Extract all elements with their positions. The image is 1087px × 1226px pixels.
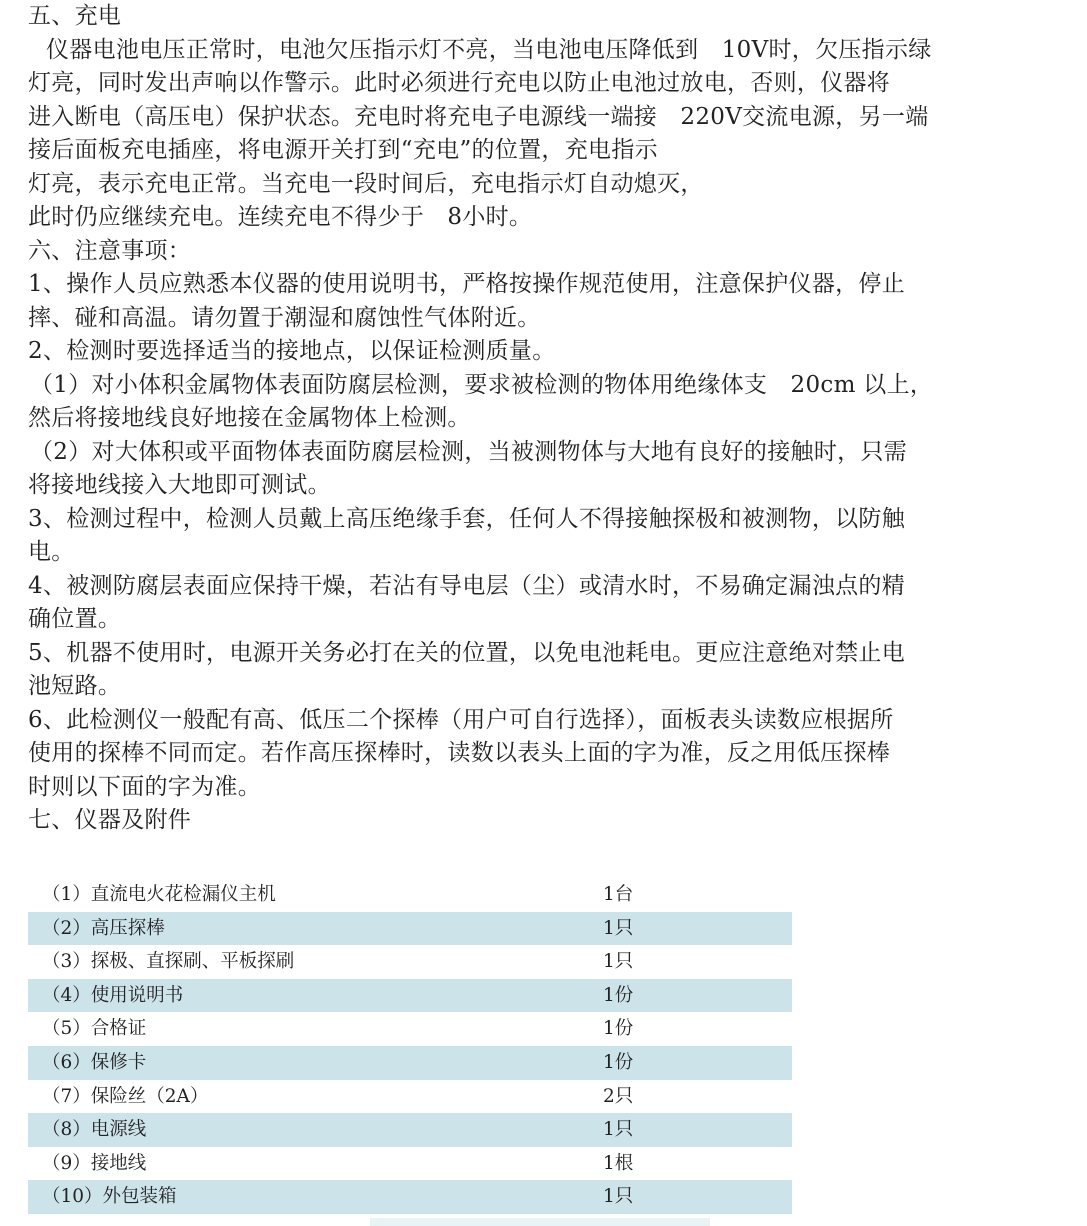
table-row: [28, 1046, 792, 1080]
section-5-line: 接后面板充电插座，将电源开关打到“充电”的位置，充电指示: [28, 137, 658, 163]
item-name: （2）高压探棒: [42, 917, 165, 939]
item-name: （9）接地线: [42, 1152, 147, 1174]
table-row: [28, 1080, 792, 1114]
section-6-line: 时则以下面的字为准。: [28, 773, 261, 800]
section-5-heading: 五、充电: [28, 3, 122, 29]
section-6-line: 5、机器不使用时，电源开关务必打在关的位置，以免电池耗电。更应注意绝对禁止电: [28, 639, 906, 666]
table-row: [28, 912, 792, 946]
item-name: （7）保险丝（2A）: [42, 1085, 209, 1107]
section-7-heading: 七、仪器及附件: [28, 807, 192, 833]
item-qty: 1份: [603, 1051, 634, 1073]
item-qty: 1只: [603, 917, 634, 939]
item-name: （3）探极、直探刷、平板探刷: [42, 951, 295, 973]
section-5-line: 灯亮，同时发出声响以作警示。此时必须进行充电以防止电池过放电，否则，仪器将: [28, 70, 891, 96]
section-6-line: 摔、碰和高温。请勿置于潮湿和腐蚀性气体附近。: [28, 304, 541, 331]
table-row: [28, 1113, 792, 1147]
accessories-table: [28, 878, 792, 1214]
item-qty: 1份: [603, 1018, 634, 1040]
section-6-line: 池短路。: [28, 673, 122, 699]
section-5-line: 此时仍应继续充电。连续充电不得少于 8小时。: [28, 204, 533, 230]
table-row: [28, 945, 792, 979]
item-qty: 1只: [603, 1186, 634, 1208]
section-5-line: 灯亮，表示充电正常。当充电一段时间后，充电指示灯自动熄灭，: [28, 170, 704, 197]
item-name: （6）保修卡: [42, 1051, 147, 1073]
section-6-line: 1、操作人员应熟悉本仪器的使用说明书，严格按操作规范使用，注意保护仪器，停止: [28, 271, 906, 297]
section-6-line: 2、检测时要选择适当的接地点，以保证检测质量。: [28, 338, 556, 364]
section-6-line: 4、被测防腐层表面应保持干燥，若沾有导电层（尘）或清水时，不易确定漏浊点的精: [28, 572, 906, 599]
table-row: [28, 1012, 792, 1046]
bottom-edge-strip: [370, 1218, 710, 1226]
item-name: （8）电源线: [42, 1119, 147, 1141]
document-body: [28, 0, 1078, 838]
item-qty: 1台: [603, 884, 634, 905]
item-name: （10）外包装箱: [42, 1186, 177, 1208]
section-6-heading: 六、注意事项：: [28, 237, 192, 264]
item-qty: 1只: [603, 1119, 634, 1141]
section-5-line: 仪器电池电压正常时，电池欠压指示灯不亮，当电池电压降低到 10V时，欠压指示绿: [46, 36, 932, 63]
section-6-line: （1）对小体积金属物体表面防腐层检测，要求被检测的物体用绝缘体支 20cm 以上，: [30, 371, 934, 398]
section-6-line: 电。: [28, 539, 75, 565]
table-row: [28, 979, 792, 1013]
item-name: （1）直流电火花检漏仪主机: [42, 884, 276, 905]
item-name: （5）合格证: [42, 1018, 147, 1040]
section-6-line: （2）对大体积或平面物体表面防腐层检测，当被测物体与大地有良好的接触时，只需: [30, 438, 908, 465]
section-6-line: 3、检测过程中，检测人员戴上高压绝缘手套，任何人不得接触探极和被测物，以防触: [28, 505, 906, 532]
section-6-line: 然后将接地线良好地接在金属物体上检测。: [28, 405, 471, 431]
table-row: [28, 1180, 792, 1214]
item-name: （4）使用说明书: [42, 984, 184, 1006]
section-6-line: 确位置。: [28, 606, 122, 632]
section-6-line: 将接地线接入大地即可测试。: [28, 472, 331, 498]
table-row: [28, 878, 792, 912]
section-6-line: 使用的探棒不同而定。若作高压探棒时，读数以表头上面的字为准，反之用低压探棒: [28, 740, 891, 766]
section-6-line: 6、此检测仪一般配有高、低压二个探棒（用户可自行选择），面板表头读数应根据所: [28, 706, 894, 733]
section-5-line: 进入断电（高压电）保护状态。充电时将充电子电源线一端接 220V交流电源，另一端: [28, 103, 929, 130]
item-qty: 1只: [603, 951, 634, 973]
item-qty: 2只: [603, 1085, 634, 1107]
item-qty: 1份: [603, 984, 634, 1006]
item-qty: 1根: [603, 1152, 634, 1174]
table-row: [28, 1147, 792, 1181]
